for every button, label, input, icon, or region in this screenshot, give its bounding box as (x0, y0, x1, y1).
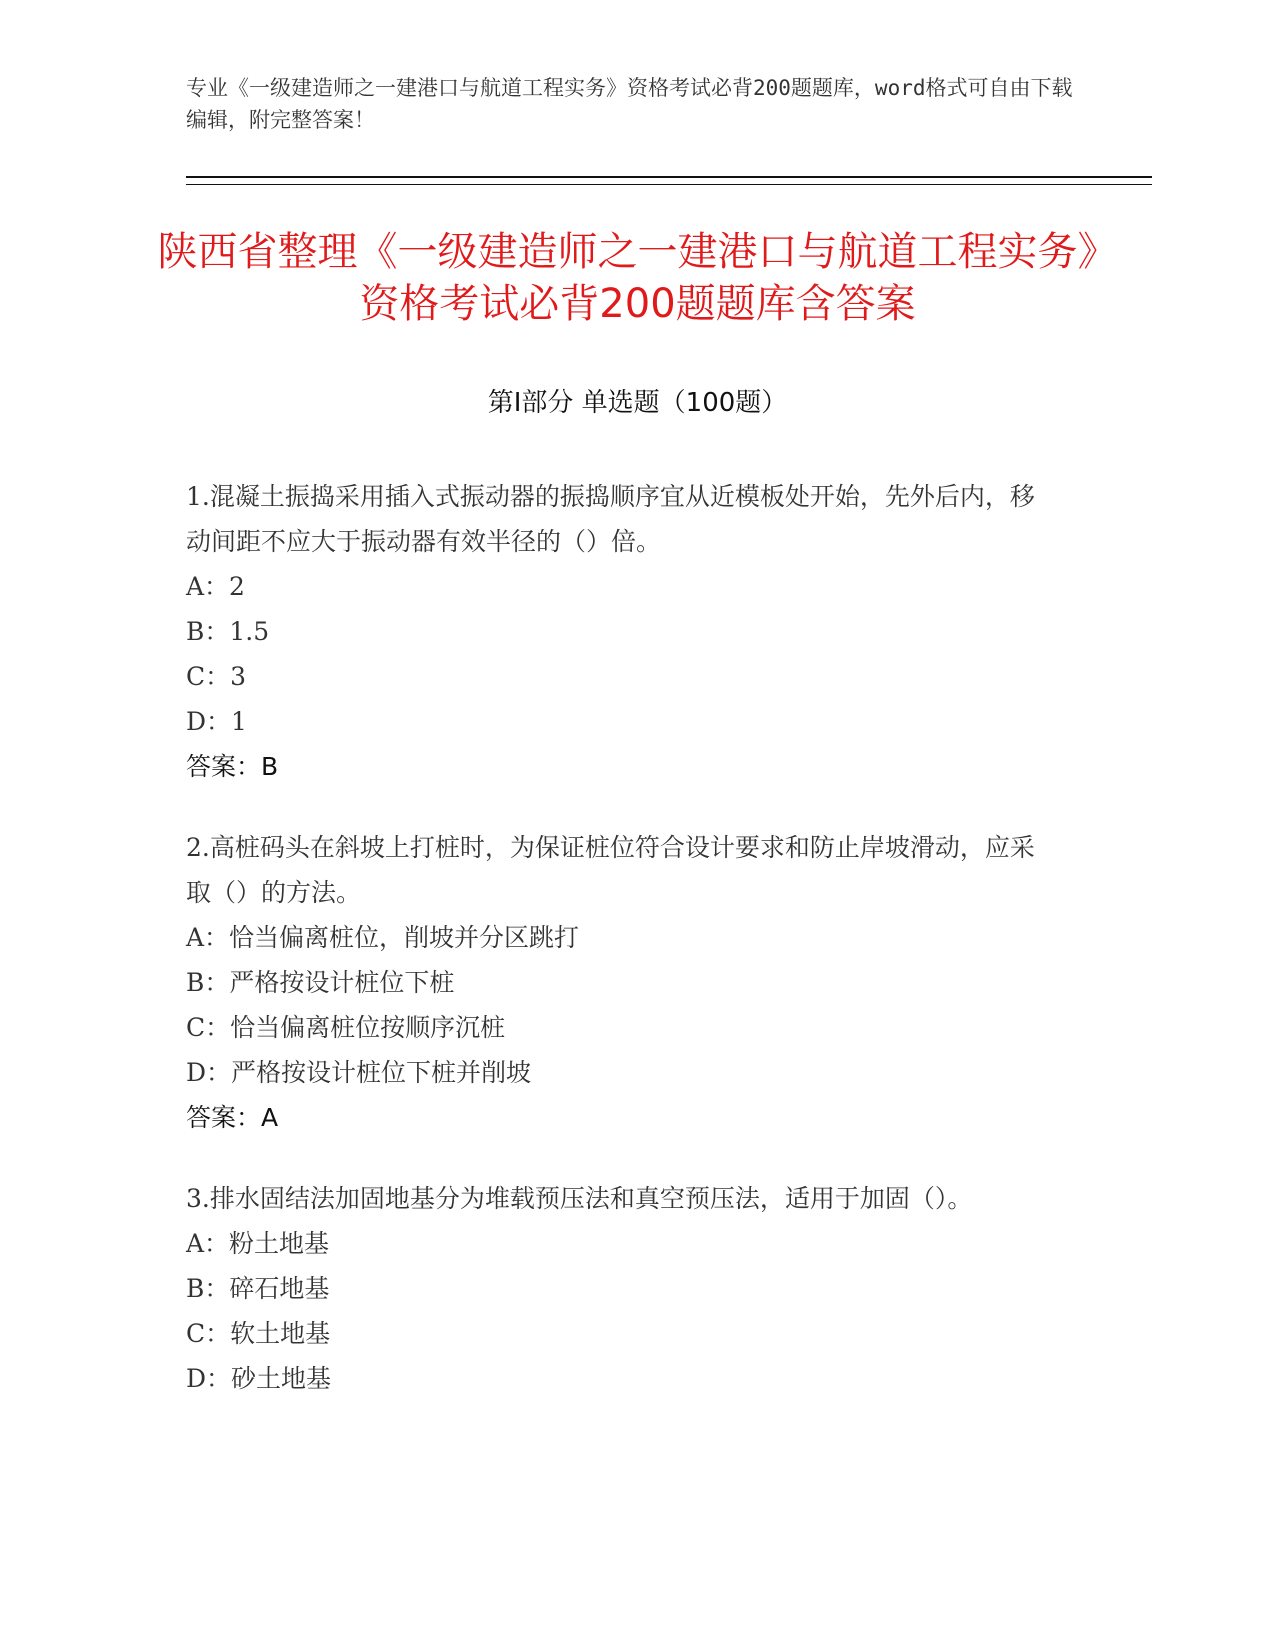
option-b: B：碎石地基 (186, 1274, 330, 1303)
option-c: C：3 (186, 662, 247, 691)
question-stem: 1.混凝土振捣采用插入式振动器的振捣顺序宜从近模板处开始，先外后内，移动间距不应大于振动器有效半径的（）倍。 (186, 482, 1035, 556)
question-stem: 3.排水固结法加固地基分为堆载预压法和真空预压法，适用于加固（）。 (186, 1184, 973, 1213)
document-title: 陕西省整理《一级建造师之一建港口与航道工程实务》资格考试必背200题题库含答案 (157, 229, 1118, 327)
section-title: 第Ⅰ部分 单选题（100题） (487, 388, 788, 418)
option-c: C：软土地基 (186, 1319, 331, 1348)
question-stem: 2.高桩码头在斜坡上打桩时，为保证桩位符合设计要求和防止岸坡滑动，应采取（）的方法。 (186, 833, 1035, 907)
document-header-note: 专业《一级建造师之一建港口与航道工程实务》资格考试必背200题题库，word格式可自由下载编辑，附完整答案！ (186, 76, 1073, 132)
header-divider-thin (186, 184, 1152, 185)
answer-line: 答案：A (186, 1103, 279, 1132)
option-c: C：恰当偏离桩位按顺序沉桩 (186, 1013, 506, 1042)
option-a: A：恰当偏离桩位，削坡并分区跳打 (186, 923, 580, 952)
question-1 (186, 474, 1056, 789)
header-divider-thick (186, 176, 1152, 178)
option-d: D：1 (186, 707, 247, 736)
option-a: A：2 (186, 572, 245, 601)
option-a: A：粉土地基 (186, 1229, 330, 1258)
option-b: B：严格按设计桩位下桩 (186, 968, 455, 997)
option-d: D：砂土地基 (186, 1364, 332, 1393)
answer-line: 答案：B (186, 752, 279, 781)
option-b: B：1.5 (186, 617, 270, 646)
question-list (186, 474, 1056, 1437)
question-2 (186, 825, 1056, 1140)
question-3 (186, 1176, 1056, 1401)
option-d: D：严格按设计桩位下桩并削坡 (186, 1058, 532, 1087)
